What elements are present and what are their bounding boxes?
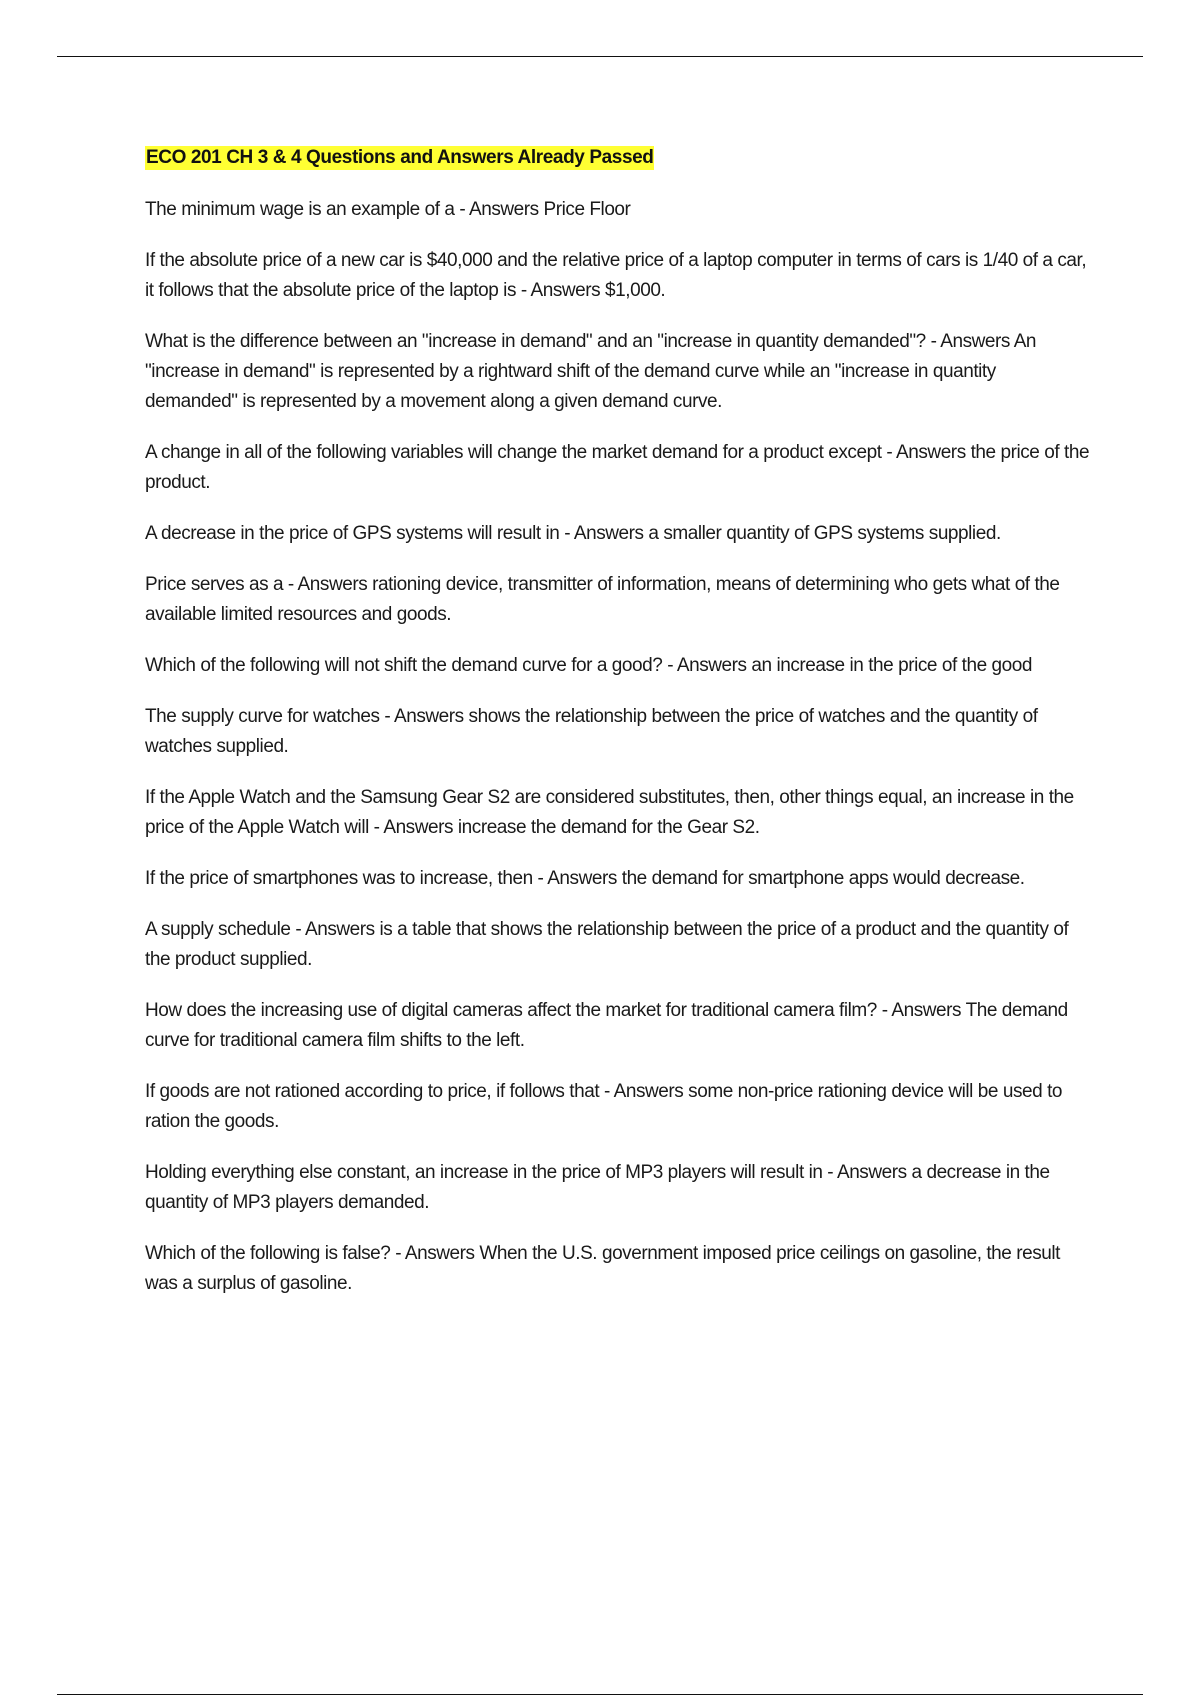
qa-item: How does the increasing use of digital cameras affect the market for traditional camera film? - Answers The demand curve for traditional camera film shifts to the left.: [145, 1000, 1068, 1051]
qa-item: The supply curve for watches - Answers shows the relationship between the price of watches and the quantity of watches supplied.: [145, 706, 1038, 757]
document-title: ECO 201 CH 3 & 4 Questions and Answers Already Passed: [146, 147, 654, 168]
qa-item: The minimum wage is an example of a - Answers Price Floor: [145, 199, 631, 220]
qa-item: Which of the following will not shift the demand curve for a good? - Answers an increase in the price of the good: [145, 655, 1033, 676]
qa-item: Holding everything else constant, an increase in the price of MP3 players will result in - Answers a decrease in the quantity of MP3 players demanded.: [145, 1162, 1050, 1213]
qa-item: What is the difference between an "increase in demand" and an "increase in quantity demanded"? - Answers An "increase in demand" is represented by a rightward shift of the demand curve while an "increase in quantity demanded" is represented by a movement along a given demand curve.: [145, 331, 1037, 412]
footer-rule: [57, 1694, 1143, 1695]
qa-item: If the price of smartphones was to increase, then - Answers the demand for smartphone apps would decrease.: [145, 868, 1025, 889]
qa-item: Price serves as a - Answers rationing device, transmitter of information, means of determining who gets what of the available limited resources and goods.: [145, 574, 1060, 625]
qa-item: If the Apple Watch and the Samsung Gear S2 are considered substitutes, then, other things equal, an increase in the price of the Apple Watch will - Answers increase the demand for the Gear S2.: [145, 787, 1074, 838]
qa-list: [145, 195, 1090, 1299]
qa-item: A decrease in the price of GPS systems will result in - Answers a smaller quantity of GPS systems supplied.: [145, 523, 1001, 544]
qa-item: If the absolute price of a new car is $40,000 and the relative price of a laptop computer in terms of cars is 1/40 of a car, it follows that the absolute price of the laptop is - Answers $1,000.: [145, 250, 1087, 301]
qa-item: If goods are not rationed according to price, if follows that - Answers some non-price rationing device will be used to ration the goods.: [145, 1081, 1063, 1132]
document-body: [145, 146, 1090, 1320]
qa-item: A supply schedule - Answers is a table that shows the relationship between the price of a product and the quantity of the product supplied.: [145, 919, 1069, 970]
qa-item: A change in all of the following variables will change the market demand for a product except - Answers the price of the product.: [145, 442, 1090, 493]
header-rule: [57, 56, 1143, 57]
qa-item: Which of the following is false? - Answers When the U.S. government imposed price ceilings on gasoline, the result was a surplus of gasoline.: [145, 1243, 1061, 1294]
